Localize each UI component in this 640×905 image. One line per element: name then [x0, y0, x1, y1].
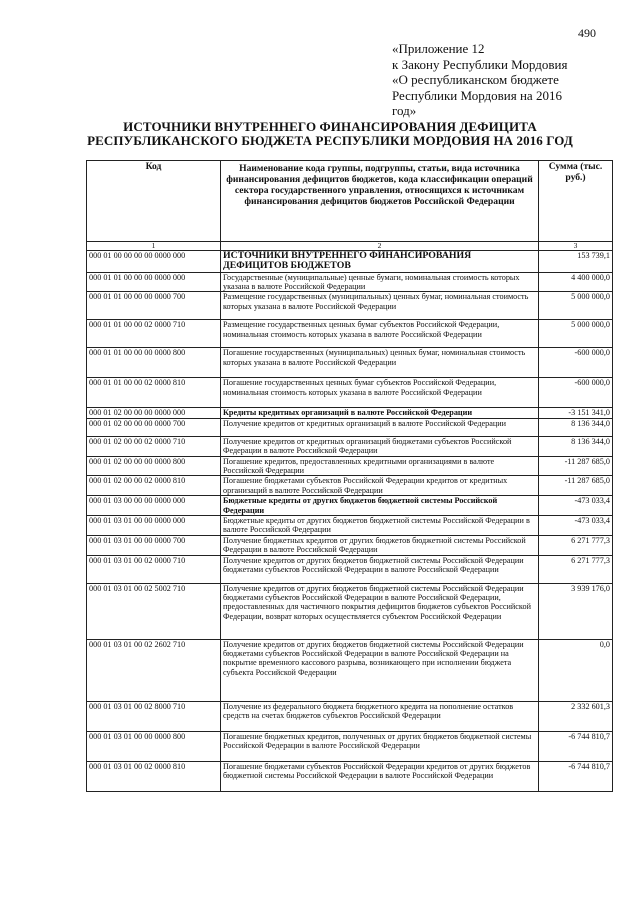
column-number-row: [87, 242, 613, 251]
row-code: 000 01 03 01 00 00 0000 000: [87, 515, 221, 535]
row-code: 000 01 01 00 00 00 0000 000: [87, 272, 221, 292]
table-row: [87, 731, 613, 761]
table-row: [87, 701, 613, 731]
row-code: 000 01 03 01 00 02 0000 710: [87, 555, 221, 583]
row-name: Государственные (муниципальные) ценные бумаги, номинальная стоимость которых указана в валюте Российской Федерации: [221, 272, 539, 292]
row-name: Кредиты кредитных организаций в валюте Российской Федерации: [221, 408, 539, 418]
row-name: Размещение государственных (муниципальных) ценных бумаг, номинальная стоимость которых указана в валюте Российской Федерации: [221, 292, 539, 320]
row-sum: 0,0: [539, 639, 613, 701]
table-row: [87, 761, 613, 791]
page-number: 490: [578, 26, 596, 40]
table-row: [87, 456, 613, 476]
financing-sources-table: [86, 160, 613, 792]
row-name: Размещение государственных ценных бумаг субъектов Российской Федерации, номинальная стоимость которых указана в валюте Российской Федерации: [221, 320, 539, 348]
row-name: Погашение бюджетами субъектов Российской Федерации кредитов от кредитных организаций в валюте Российской Федерации: [221, 476, 539, 496]
row-code: 000 01 01 00 00 00 0000 800: [87, 348, 221, 378]
row-sum: 153 739,1: [539, 250, 613, 272]
table-row: [87, 535, 613, 555]
row-code: 000 01 03 01 00 02 2602 710: [87, 639, 221, 701]
row-name: Получение кредитов от других бюджетов бюджетной системы Российской Федерации бюджетами субъектов Российской Федерации в валюте Российской Федерации: [221, 555, 539, 583]
table-row: [87, 292, 613, 320]
row-code: 000 01 01 00 00 00 0000 700: [87, 292, 221, 320]
row-name: ИСТОЧНИКИ ВНУТРЕННЕГО ФИНАНСИРОВАНИЯ ДЕФИЦИТОВ БЮДЖЕТОВ: [221, 250, 539, 272]
row-code: 000 01 03 01 00 00 0000 800: [87, 731, 221, 761]
row-sum: -6 744 810,7: [539, 761, 613, 791]
row-sum: -473 033,4: [539, 515, 613, 535]
table-row: [87, 272, 613, 292]
appendix-note: [392, 41, 612, 119]
row-sum: 3 939 176,0: [539, 583, 613, 639]
appendix-line: к Закону Республики Мордовия: [392, 56, 568, 72]
column-number: 3: [539, 242, 613, 251]
table-row: [87, 348, 613, 378]
row-sum: -11 287 685,0: [539, 476, 613, 496]
appendix-line: «Приложение 12: [392, 41, 485, 56]
table-row: [87, 250, 613, 272]
row-name: Погашение государственных (муниципальных) ценных бумаг, номинальная стоимость которых указана в валюте Российской Федерации: [221, 348, 539, 378]
row-sum: 2 332 601,3: [539, 701, 613, 731]
row-name: Получение из федерального бюджета бюджетного кредита на пополнение остатков средств на счетах бюджетов субъектов Российской Федерации: [221, 701, 539, 731]
row-sum: 5 000 000,0: [539, 320, 613, 348]
appendix-line: «О республиканском бюджете: [392, 72, 559, 87]
appendix-line: Республики Мордовия на 2016: [392, 87, 562, 103]
column-number: 1: [87, 242, 221, 251]
row-code: 000 01 02 00 00 00 0000 700: [87, 418, 221, 436]
title-line-1: ИСТОЧНИКИ ВНУТРЕННЕГО ФИНАНСИРОВАНИЯ ДЕФИЦИТА: [123, 119, 537, 134]
table-row: [87, 320, 613, 348]
table-row: [87, 639, 613, 701]
row-sum: -600 000,0: [539, 378, 613, 408]
table-row: [87, 496, 613, 516]
row-code: 000 01 02 00 00 00 0000 000: [87, 408, 221, 418]
row-name: Погашение кредитов, предоставленных кредитными организациями в валюте Российской Федерации: [221, 456, 539, 476]
table-body: [87, 250, 613, 791]
row-name: Получение бюджетных кредитов от других бюджетов бюджетной системы Российской Федерации в валюте Российской Федерации: [221, 535, 539, 555]
row-sum: -3 151 341,0: [539, 408, 613, 418]
row-sum: -11 287 685,0: [539, 456, 613, 476]
table-row: [87, 408, 613, 418]
row-code: 000 01 01 00 00 02 0000 710: [87, 320, 221, 348]
row-sum: -473 033,4: [539, 496, 613, 516]
row-name: Погашение бюджетных кредитов, полученных от других бюджетов бюджетной системы Российской Федерации в валюте Российской Федерации: [221, 731, 539, 761]
row-code: 000 01 02 00 00 00 0000 800: [87, 456, 221, 476]
row-code: 000 01 03 00 00 00 0000 000: [87, 496, 221, 516]
table-row: [87, 378, 613, 408]
row-sum: 8 136 344,0: [539, 436, 613, 456]
column-number: 2: [221, 242, 539, 251]
table-row: [87, 515, 613, 535]
header-sum: Сумма (тыс. руб.): [539, 161, 613, 242]
row-name: Получение кредитов от других бюджетов бюджетной системы Российской Федерации бюджетами субъектов Российской Федерации в валюте Российской Федерации, предоставленных для частичного покрытия дефицитов бюджетов субъектов Российской Федерации, возврат которых осуществляется субъектом Российской Федерации: [221, 583, 539, 639]
header-name: Наименование кода группы, подгруппы, статьи, вида источника финансирования дефицитов бюджетов, кода классификации операций сектора государственного управления, относящихся к источникам финансирования дефицитов бюджетов Российской Федерации: [221, 161, 539, 242]
row-name: Бюджетные кредиты от других бюджетов бюджетной системы Российской Федерации в валюте Российской Федерации: [221, 515, 539, 535]
row-code: 000 01 01 00 00 02 0000 810: [87, 378, 221, 408]
table-row: [87, 583, 613, 639]
title-line-2: РЕСПУБЛИКАНСКОГО БЮДЖЕТА РЕСПУБЛИКИ МОРДОВИЯ НА 2016 ГОД: [87, 133, 573, 148]
row-sum: 6 271 777,3: [539, 535, 613, 555]
row-name: Бюджетные кредиты от других бюджетов бюджетной системы Российской Федерации: [221, 496, 539, 516]
table-row: [87, 476, 613, 496]
appendix-line: год»: [392, 103, 417, 118]
row-sum: 8 136 344,0: [539, 418, 613, 436]
table-row: [87, 418, 613, 436]
row-code: 000 01 03 01 00 02 5002 710: [87, 583, 221, 639]
row-name: Получение кредитов от других бюджетов бюджетной системы Российской Федерации бюджетами субъектов Российской Федерации в валюте Российской Федерации на покрытие временного кассового разрыва, возникающего при исполнении бюджета субъекта Российской Федерации: [221, 639, 539, 701]
row-name: Получение кредитов от кредитных организаций бюджетами субъектов Российской Федерации в валюте Российской Федерации: [221, 436, 539, 456]
table-header-row: [87, 161, 613, 242]
row-code: 000 01 02 00 00 02 0000 710: [87, 436, 221, 456]
row-sum: 4 400 000,0: [539, 272, 613, 292]
document-title: [70, 120, 590, 148]
row-name: Погашение бюджетами субъектов Российской Федерации кредитов от других бюджетов бюджетной системы Российской Федерации в валюте Российской Федерации: [221, 761, 539, 791]
row-name: Получение кредитов от кредитных организаций в валюте Российской Федерации: [221, 418, 539, 436]
row-sum: -600 000,0: [539, 348, 613, 378]
table-row: [87, 436, 613, 456]
table-row: [87, 555, 613, 583]
row-sum: -6 744 810,7: [539, 731, 613, 761]
row-sum: 5 000 000,0: [539, 292, 613, 320]
row-code: 000 01 03 01 00 02 0000 810: [87, 761, 221, 791]
row-code: 000 01 00 00 00 00 0000 000: [87, 250, 221, 272]
row-name: Погашение государственных ценных бумаг субъектов Российской Федерации, номинальная стоимость которых указана в валюте Российской Федерации: [221, 378, 539, 408]
row-sum: 6 271 777,3: [539, 555, 613, 583]
row-code: 000 01 03 01 00 00 0000 700: [87, 535, 221, 555]
row-code: 000 01 03 01 00 02 8000 710: [87, 701, 221, 731]
row-code: 000 01 02 00 00 02 0000 810: [87, 476, 221, 496]
header-code: Код: [87, 161, 221, 242]
